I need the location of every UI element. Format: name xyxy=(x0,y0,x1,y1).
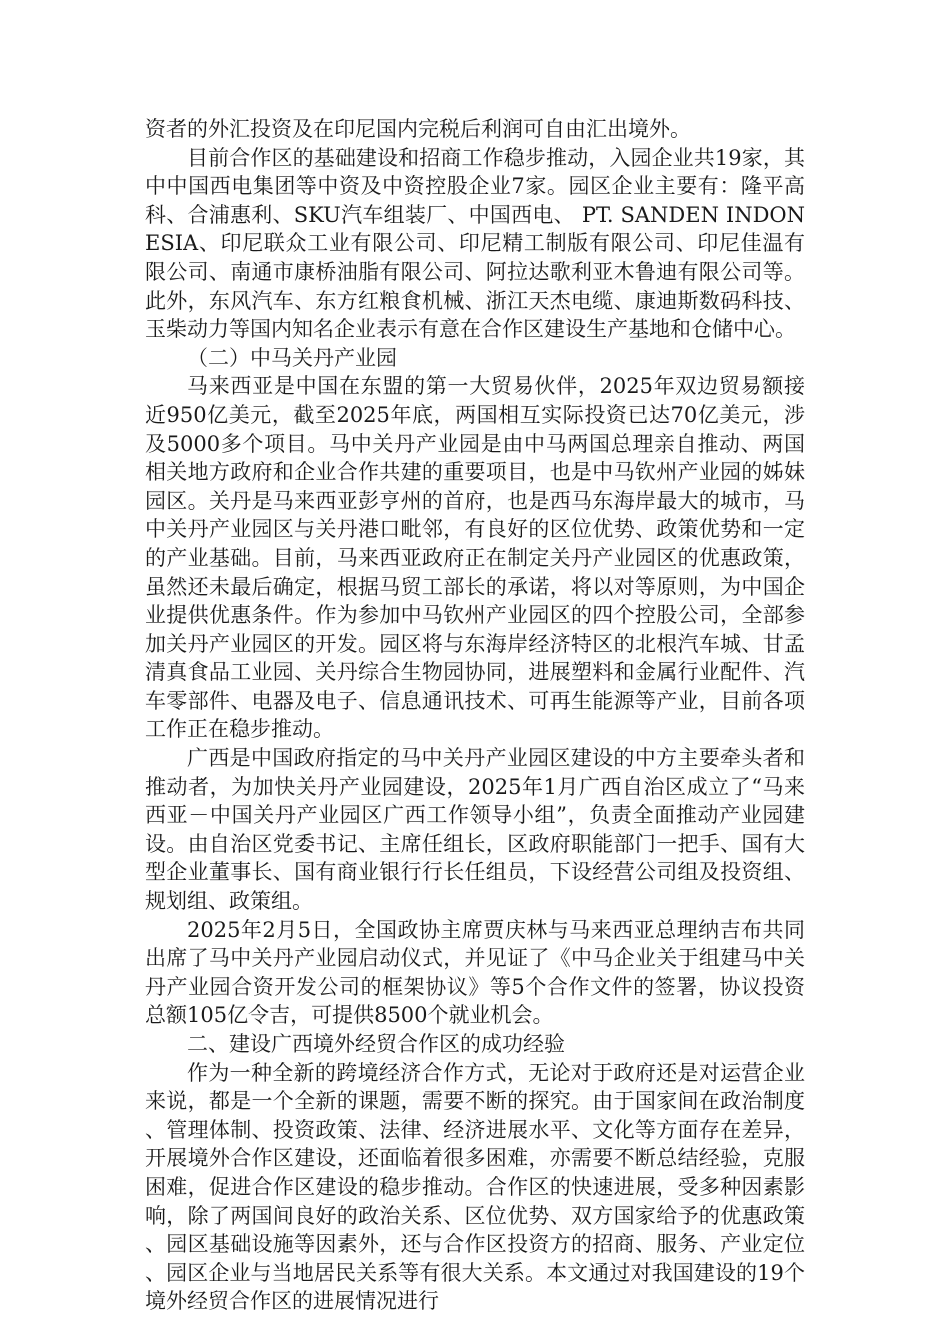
section-heading-experience: 二、建设广西境外经贸合作区的成功经验 xyxy=(187,1032,565,1056)
paragraph-park-enterprises: 目前合作区的基础建设和招商工作稳步推动，入园企业共19家，其中中国西电集团等中资及中资控股企业7家。园区企业主要有：隆平高科、合浦惠利、SKU汽车组装厂、中国西电、 PT. SANDEN INDONESIA、印尼联众工业有限公司、印尼精工制版有限公司、印尼佳温有限公司、南通市康桥油脂有限公司、阿拉达歌利亚木鲁迪有限公司等。此外，东风汽车、东方红粮食机械、浙江天杰电缆、康迪斯数码科技、玉柴动力等国内知名企业表示有意在合作区建设生产基地和仓储中心。 xyxy=(145,145,805,342)
paragraph-guangxi-role: 广西是中国政府指定的马中关丹产业园区建设的中方主要牵头者和推动者，为加快关丹产业园建设，2025年1月广西自治区成立了“马来西亚－中国关丹产业园区广西工作领导小组”，负责全面推动产业园建设。由自治区党委书记、主席任组长，区政府职能部门一把手、国有大型企业董事长、国有商业银行行长任组员，下设经营公司组及投资组、规划组、政策组。 xyxy=(145,746,805,914)
section-heading-kuantan: （二）中马关丹产业园 xyxy=(187,345,397,370)
paragraph-cooperation-experience: 作为一种全新的跨境经济合作方式，无论对于政府还是对运营企业来说，都是一个全新的课题，需要不断的探究。由于国家间在政治制度、管理体制、投资政策、法律、经济进展水平、文化等方面存在差异，开展境外合作区建设，还面临着很多困难，亦需要不断总结经验，克服困难，促进合作区建设的稳步推动。合作区的快速进展，受多种因素影响，除了两国间良好的政治关系、区位优势、双方国家给予的优惠政策、园区基础设施等因素外，还与合作区投资方的招商、服务、产业定位、园区企业与当地居民关系等有很大关系。本文通过对我国建设的19个境外经贸合作区的进展情况进行 xyxy=(145,1060,805,1314)
paragraph-continuation: 资者的外汇投资及在印尼国内完税后利润可自由汇出境外。 xyxy=(145,117,691,141)
paragraph-launch-ceremony: 2025年2月5日，全国政协主席贾庆林与马来西亚总理纳吉布共同出席了马中关丹产业园启动仪式，并见证了《中马企业关于组建马中关丹产业园合资开发公司的框架协议》等5个合作文件的签署，协议投资总额105亿令吉，可提供8500个就业机会。 xyxy=(145,917,805,1028)
document-body xyxy=(145,115,805,1316)
paragraph-malaysia-trade: 马来西亚是中国在东盟的第一大贸易伙伴，2025年双边贸易额接近950亿美元，截至2025年底，两国相互实际投资已达70亿美元，涉及5000多个项目。马中关丹产业园是由中马两国总理亲自推动、两国相关地方政府和企业合作共建的重要项目，也是中马钦州产业园的姊妹园区。关丹是马来西亚彭亨州的首府，也是西马东海岸最大的城市，马中关丹产业园区与关丹港口毗邻，有良好的区位优势、政策优势和一定的产业基础。目前，马来西亚政府正在制定关丹产业园区的优惠政策，虽然还未最后确定，根据马贸工部长的承诺，将以对等原则，为中国企业提供优惠条件。作为参加中马钦州产业园区的四个控股公司，全部参加关丹产业园区的开发。园区将与东海岸经济特区的北根汽车城、甘孟清真食品工业园、关丹综合生物园协同，进展塑料和金属行业配件、汽车零部件、电器及电子、信息通讯技术、可再生能源等产业，目前各项工作正在稳步推动。 xyxy=(145,374,805,742)
